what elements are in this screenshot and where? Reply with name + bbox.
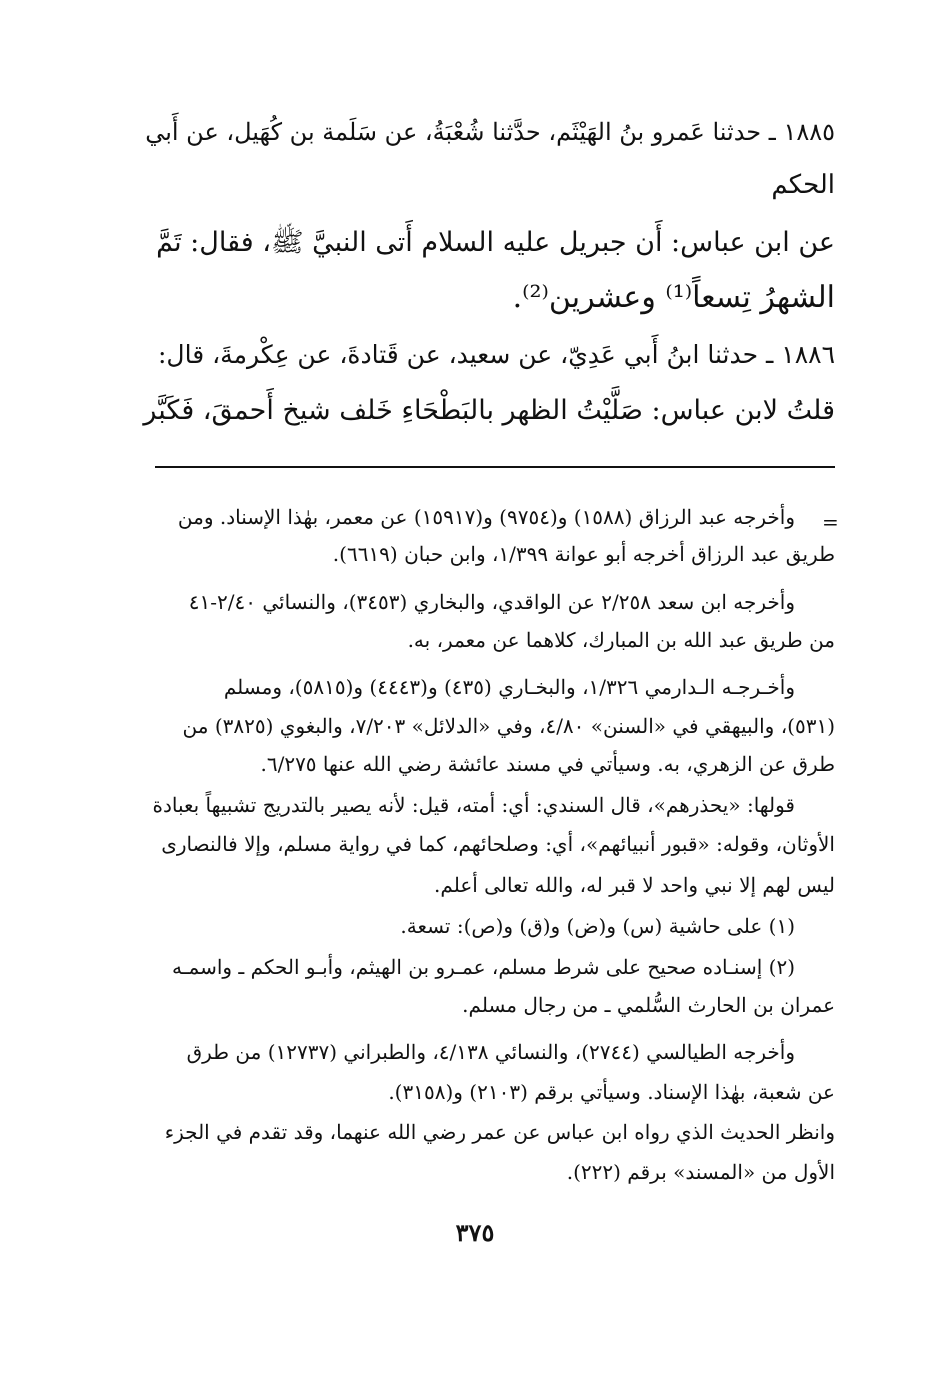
- main-line-m2: الشهرُ تِسعاً⁽¹⁾ وعشرين⁽²⁾.: [512, 280, 835, 315]
- footnote-line-f12: (٢) إسنـاده صحيح على شرط مسلم، عمـرو بن الهيثم، وأبـو الحكم ـ واسمـه: [171, 955, 795, 979]
- footnote-line-f16: وانظر الحديث الذي رواه ابن عباس عن عمر رضي الله عنهما، وقد تقدم في الجزء: [164, 1120, 835, 1144]
- footnote-line-f09: الأوثان، وقوله: «قبور أنبيائهم»، أي: وصلحائهم، كما في رواية مسلم، وإلا فالنصارى: [161, 832, 835, 856]
- main-line-h1885: ١٨٨٥ ـ حدثنا عَمرو بنُ الهَيْثَم، حدَّثنا شُعْبَةُ، عن سَلَمة بن كُهَيل، عن أَبي: [145, 118, 835, 146]
- footnote-line-f08: قولها: «يحذرهم»، قال السندي: أي: أمته، قيل: لأنه يصير بالتدريج تشبيهاً بعبادة: [152, 793, 795, 817]
- main-line-m1: عن ابن عباس: أَن جبريل عليه السلام أَتى النبيَّ ﷺ، فقال: تَمَّ: [156, 227, 835, 258]
- footnote-line-f13: عمران بن الحارث السُّلمي ـ من رجال مسلم.: [462, 993, 835, 1017]
- footnote-separator: [155, 466, 835, 468]
- main-line-m3: قلتُ لابن عباس: صَلَّيْتُ الظهر بالبَطْحَاءِ خَلف شيخ أَحمقَ، فَكَبَّر: [143, 395, 835, 426]
- footnote-line-f01: وأخرجه عبد الرزاق (١٥٨٨) و(٩٧٥٤) و(١٥٩١٧) عن معمر، بهٰذا الإسناد. ومن: [177, 505, 795, 529]
- footnote-line-f11: (١) على حاشية (س) و(ض) و(ق) و(ص): تسعة.: [400, 914, 795, 938]
- main-line-h1885b: الحكم: [771, 170, 835, 200]
- footnote-line-f03: وأخرجه ابن سعد ٢/٢٥٨ عن الواقدي، والبخاري (٣٤٥٣)، والنسائي ٢/٤٠-٤١: [188, 590, 795, 614]
- page-number: ٣٧٥: [455, 1218, 495, 1247]
- main-line-h1886: ١٨٨٦ ـ حدثنا ابنُ أَبي عَدِيّ، عن سعيد، عن قَتادةَ، عن عِكْرمةَ، قال:: [158, 340, 835, 369]
- footnote-line-f02: طريق عبد الرزاق أخرجه أبو عوانة ١/٣٩٩، وابن حبان (٦٦١٩).: [332, 542, 835, 566]
- footnote-line-f05: وأخـرجـه الـدارمي ١/٣٢٦، والبخـاري (٤٣٥) و(٤٤٤٣) و(٥٨١٥)، ومسلم: [223, 675, 795, 699]
- footnote-line-f10: ليس لهم إلا نبي واحد لا قبر له، والله تعالى أعلم.: [434, 873, 835, 897]
- footnote-line-f15: عن شعبة، بهٰذا الإسناد. وسيأتي برقم (٢١٠٣) و(٣١٥٨).: [388, 1080, 835, 1104]
- footnote-line-f14: وأخرجه الطيالسي (٢٧٤٤)، والنسائي ٤/١٣٨، والطبراني (١٢٧٣٧) من طرق: [186, 1040, 795, 1064]
- continuation-mark: =: [822, 510, 839, 534]
- footnote-line-f06: (٥٣١)، والبيهقي في «السنن» ٤/٨٠، وفي «الدلائل» ٧/٢٠٣، والبغوي (٣٨٢٥) من: [182, 714, 835, 738]
- footnote-line-f17: الأول من «المسند» برقم (٢٢٢).: [566, 1160, 835, 1184]
- footnote-line-f07: طرق عن الزهري، به. وسيأتي في مسند عائشة رضي الله عنها ٦/٢٧٥.: [260, 752, 835, 776]
- footnote-line-f04: من طريق عبد الله بن المبارك، كلاهما عن معمر، به.: [407, 628, 835, 652]
